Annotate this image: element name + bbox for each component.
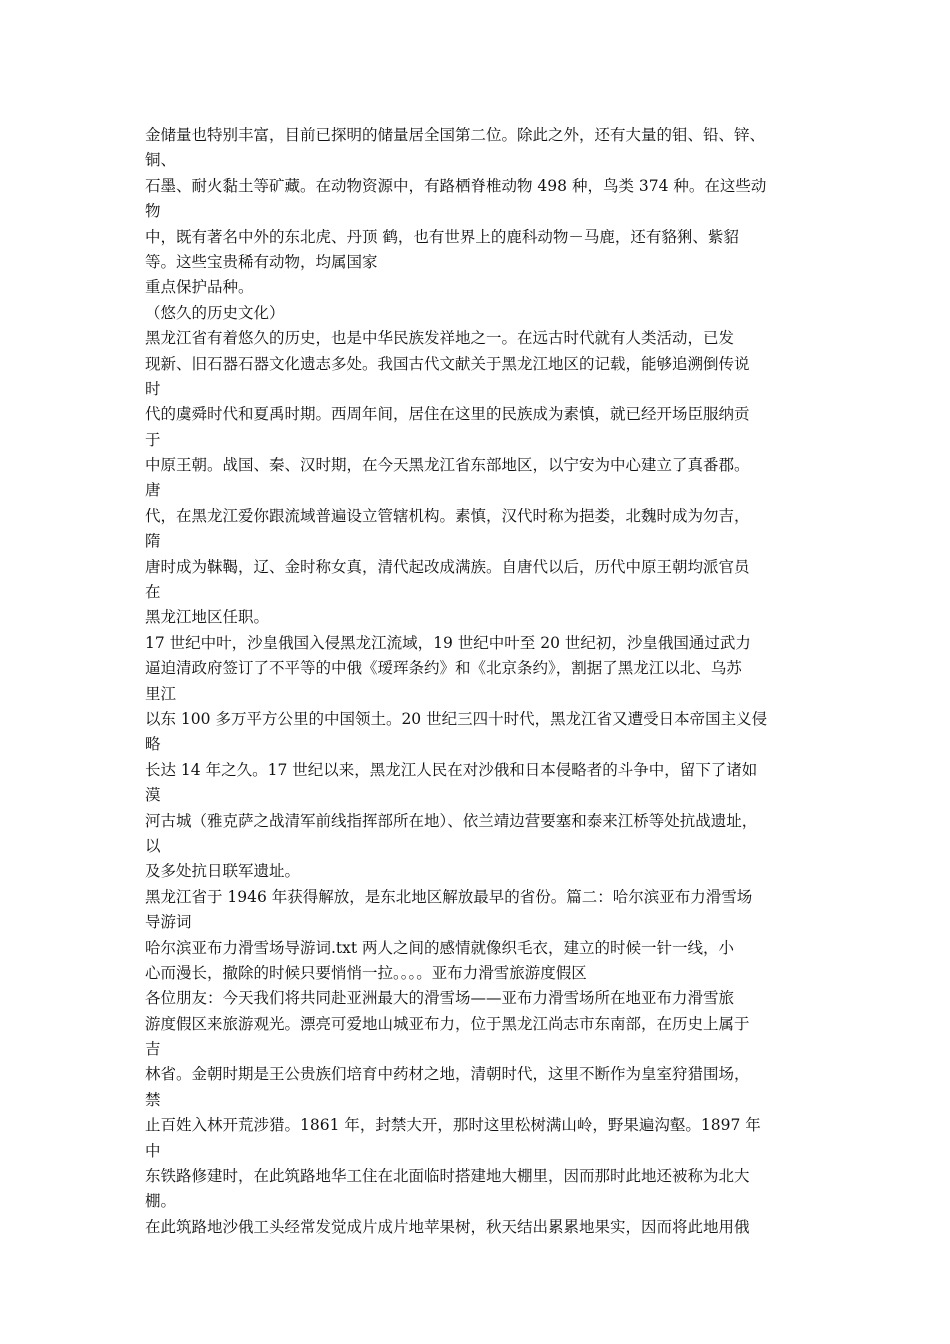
document-body — [145, 123, 825, 1240]
text-line: 心而漫长，撤除的时候只要悄悄一拉。。。。亚布力滑雪旅游度假区 — [145, 963, 587, 982]
text-line: 吉 — [145, 1040, 161, 1059]
text-line: 在 — [145, 583, 161, 602]
text-line: 唐时成为靺鞨，辽、金时称女真，清代起改成满族。自唐代以后，历代中原王朝均派官员 — [145, 557, 750, 576]
text-line: 及多处抗日联军遗址。 — [145, 862, 301, 881]
text-line: 石墨、耐火黏土等矿藏。在动物资源中，有路栖脊椎动物 498 种，鸟类 374 种。在这些动 — [145, 176, 767, 195]
text-line: 漠 — [145, 786, 161, 805]
text-line: 河古城（雅克萨之战清军前线指挥部所在地）、依兰靖边营要塞和泰来江桥等处抗战遗址， — [145, 811, 758, 830]
text-line: 在此筑路地沙俄工头经常发觉成片成片地苹果树，秋天结出累累地果实，因而将此地用俄 — [145, 1217, 750, 1236]
text-line: 物 — [145, 202, 161, 221]
text-line: 东铁路修建时，在此筑路地华工住在北面临时搭建地大棚里，因而那时此地还被称为北大 — [145, 1167, 750, 1186]
text-line: 以东 100 多万平方公里的中国领土。20 世纪三四十时代，黑龙江省又遭受日本帝国主义侵 — [145, 709, 768, 728]
text-line: 金储量也特别丰富，目前已探明的储量居全国第二位。除此之外，还有大量的钼、铅、锌、 — [145, 126, 766, 144]
text-line: 代，在黑龙江爱你跟流域普遍设立管辖机构。素慎，汉代时称为挹娄，北魏时成为勿吉， — [145, 506, 750, 525]
text-line: 逼迫清政府签订了不平等的中俄《瑷珲条约》和《北京条约》，割据了黑龙江以北、乌苏 — [145, 659, 742, 678]
text-line: 以 — [145, 836, 161, 855]
text-line: 中，既有著名中外的东北虎、丹顶 鹤，也有世界上的鹿科动物－马鹿，还有貉猁、紫貂 — [145, 227, 739, 246]
text-line: 哈尔滨亚布力滑雪场导游词.txt 两人之间的感情就像织毛衣，建立的时候一针一线，小 — [145, 938, 735, 957]
text-line: 17 世纪中叶，沙皇俄国入侵黑龙江流域，19 世纪中叶至 20 世纪初，沙皇俄国通过武力 — [145, 633, 751, 652]
text-line: 中原王朝。战国、秦、汉时期，在今天黑龙江省东部地区，以宁安为中心建立了真番郡。 — [145, 456, 750, 475]
text-line: 现新、旧石器石器文化遗志多处。我国古代文献关于黑龙江地区的记载，能够追溯倒传说 — [145, 354, 750, 373]
text-line: 黑龙江地区任职。 — [145, 608, 270, 627]
text-line: 里江 — [145, 684, 177, 703]
text-line: 禁 — [145, 1090, 161, 1109]
text-line: 止百姓入林开荒涉猎。1861 年，封禁大开，那时这里松树满山岭，野果遍沟壑。1897 年 — [145, 1116, 761, 1135]
text-line: 黑龙江省有着悠久的历史，也是中华民族发祥地之一。在远古时代就有人类活动，已发 — [145, 329, 735, 348]
text-line: 略 — [145, 735, 161, 754]
text-line: 铜、 — [145, 151, 177, 170]
text-line: 于 — [145, 430, 161, 449]
text-line: 唐 — [145, 481, 161, 500]
text-line: 隋 — [145, 532, 161, 551]
text-line: 黑龙江省于 1946 年获得解放，是东北地区解放最早的省份。篇二：哈尔滨亚布力滑雪场 — [145, 887, 753, 906]
text-line: 棚。 — [145, 1192, 177, 1211]
text-line: 时 — [145, 379, 161, 398]
text-line: 游度假区来旅游观光。漂亮可爱地山城亚布力，位于黑龙江尚志市东南部，在历史上属于 — [145, 1014, 750, 1033]
text-line: 代的虞舜时代和夏禹时期。西周年间，居住在这里的民族成为素慎，就已经开场臣服纳贡 — [145, 405, 750, 424]
text-line: 重点保护品种。 — [145, 278, 254, 297]
text-line: 长达 14 年之久。17 世纪以来，黑龙江人民在对沙俄和日本侵略者的斗争中，留下了诸如 — [145, 760, 758, 779]
text-line: 导游词 — [145, 913, 192, 932]
text-line: 各位朋友：今天我们将共同赴亚洲最大的滑雪场——亚布力滑雪场所在地亚布力滑雪旅 — [145, 989, 735, 1008]
section-heading: （悠久的历史文化） — [145, 303, 285, 322]
text-line: 中 — [145, 1141, 161, 1160]
text-line: 林省。金朝时期是王公贵族们培育中药材之地，清朝时代，这里不断作为皇室狩猎围场， — [145, 1065, 750, 1084]
text-line: 等。这些宝贵稀有动物，均属国家 — [145, 252, 378, 271]
